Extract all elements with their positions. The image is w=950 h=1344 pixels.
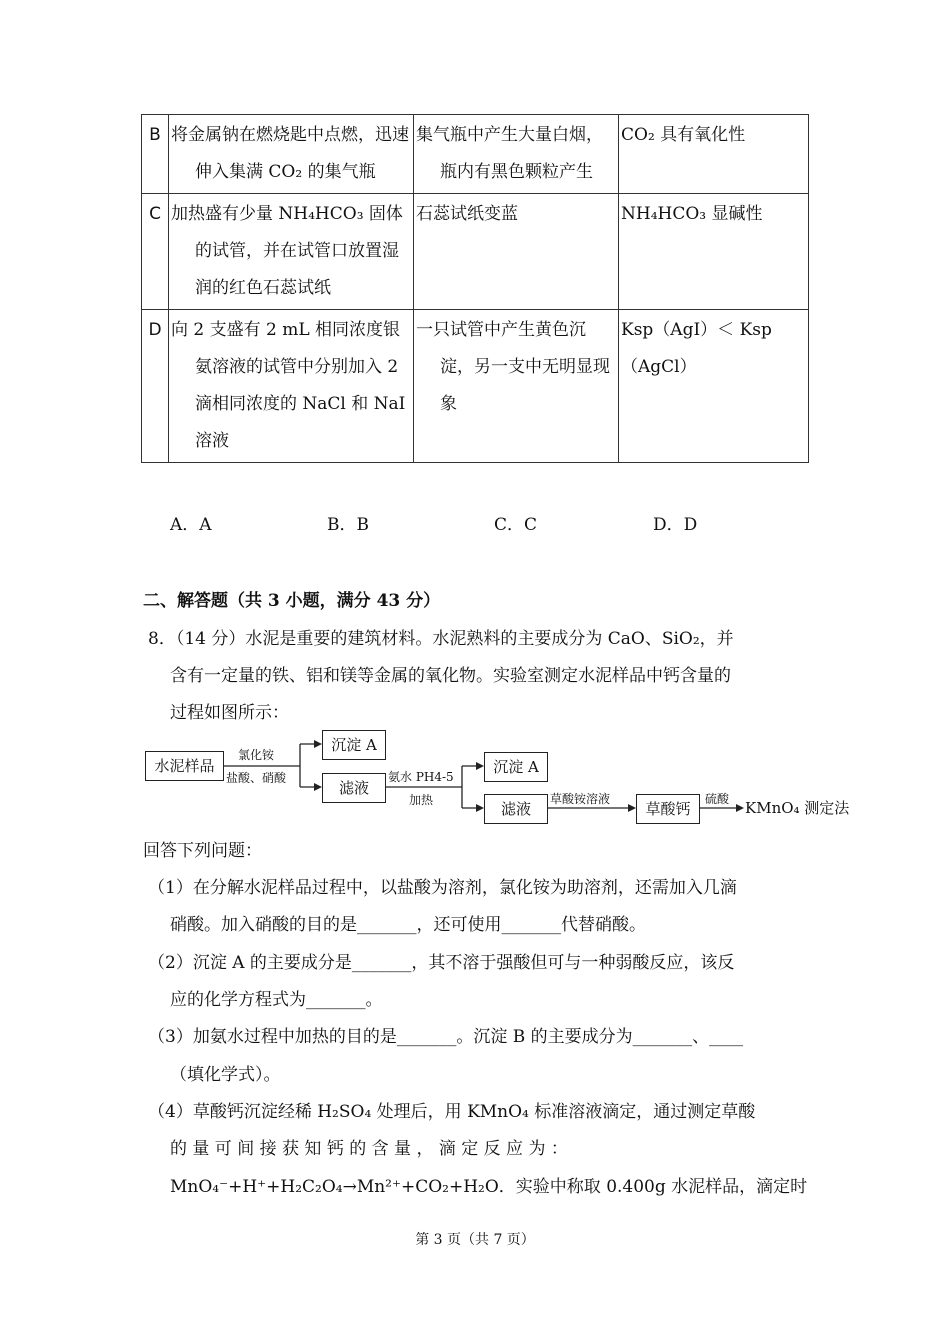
question-4c: MnO₄⁻+H⁺+H₂C₂O₄→Mn²⁺+CO₂+H₂O．实验中称取 0.400g 水泥样品，滴定时: [170, 1177, 808, 1197]
choice-d[interactable]: D．D: [653, 515, 698, 535]
q8-line1: 8．（14 分）水泥是重要的建筑材料。水泥熟料的主要成分为 CaO、SiO₂，并: [148, 629, 734, 649]
label-ammonium-chloride: 氯化铵: [238, 748, 275, 762]
phenomenon-cell: 石蕊试纸变蓝: [416, 204, 518, 224]
conclusion-cell: Ksp（AgI）＜ Ksp（AgCl）: [621, 320, 772, 377]
label-ammonia: 氨水 PH4-5: [388, 770, 454, 784]
filtrate-box-1: 滤液: [322, 773, 386, 803]
row-letter: D: [142, 310, 169, 463]
precipitate-a-box-2: 沉淀 A: [484, 752, 548, 782]
label-heat: 加热: [409, 793, 434, 807]
question-3a: （3）加氨水过程中加热的目的是_______。沉淀 B 的主要成分为_______、____: [148, 1027, 744, 1047]
label-sulfuric-acid: 硫酸: [705, 792, 730, 806]
q8-line2: 含有一定量的铁、铝和镁等金属的氧化物。实验室测定水泥样品中钙含量的: [170, 666, 731, 686]
operation-cell: 将金属钠在燃烧匙中点燃，迅速伸入集满 CO₂ 的集气瓶: [171, 125, 409, 182]
section-title: 二、解答题（共 3 小题，满分 43 分）: [143, 591, 441, 611]
question-3b: （填化学式）。: [170, 1065, 281, 1085]
question-1b: 硝酸。加入硝酸的目的是_______，还可使用_______代替硝酸。: [170, 915, 646, 935]
phenomenon-cell: 一只试管中产生黄色沉淀，另一支中无明显现象: [416, 320, 610, 414]
row-letter: B: [142, 115, 169, 194]
q8-line3: 过程如图所示：: [170, 703, 289, 723]
label-acids: 盐酸、硝酸: [226, 771, 287, 785]
filtrate-box-2: 滤液: [484, 794, 548, 824]
page-footer: 第 3 页（共 7 页）: [415, 1232, 535, 1248]
cement-sample-box: 水泥样品: [145, 751, 224, 781]
calcium-oxalate-box: 草酸钙: [636, 794, 700, 824]
operation-cell: 加热盛有少量 NH₄HCO₃ 固体的试管，并在试管口放置湿润的红色石蕊试纸: [171, 204, 403, 298]
label-ammonium-oxalate: 草酸铵溶液: [550, 792, 611, 806]
operation-cell: 向 2 支盛有 2 mL 相同浓度银氨溶液的试管中分别加入 2 滴相同浓度的 NaCl 和 NaI 溶液: [171, 320, 406, 451]
row-letter: C: [142, 194, 169, 310]
answer-intro: 回答下列问题：: [143, 841, 262, 861]
question-4b: 的 量 可 间 接 获 知 钙 的 含 量 ， 滴 定 反 应 为 ：: [170, 1139, 568, 1159]
precipitate-a-box-1: 沉淀 A: [322, 730, 386, 760]
choice-c[interactable]: C．C: [494, 515, 538, 535]
choice-a[interactable]: A．A: [170, 515, 212, 535]
question-4a: （4）草酸钙沉淀经稀 H₂SO₄ 处理后，用 KMnO₄ 标准溶液滴定，通过测定草酸: [148, 1102, 756, 1122]
question-2b: 应的化学方程式为_______。: [170, 990, 383, 1010]
kmno4-method-text: KMnO₄ 测定法: [745, 799, 850, 817]
question-2a: （2）沉淀 A 的主要成分是_______，其不溶于强酸但可与一种弱酸反应，该反: [148, 953, 735, 973]
choice-b[interactable]: B．B: [327, 515, 369, 535]
phenomenon-cell: 集气瓶中产生大量白烟，瓶内有黑色颗粒产生: [416, 125, 603, 182]
conclusion-cell: NH₄HCO₃ 显碱性: [621, 204, 763, 224]
question-1a: （1）在分解水泥样品过程中，以盐酸为溶剂，氯化铵为助溶剂，还需加入几滴: [148, 878, 737, 898]
conclusion-cell: CO₂ 具有氧化性: [621, 125, 746, 145]
